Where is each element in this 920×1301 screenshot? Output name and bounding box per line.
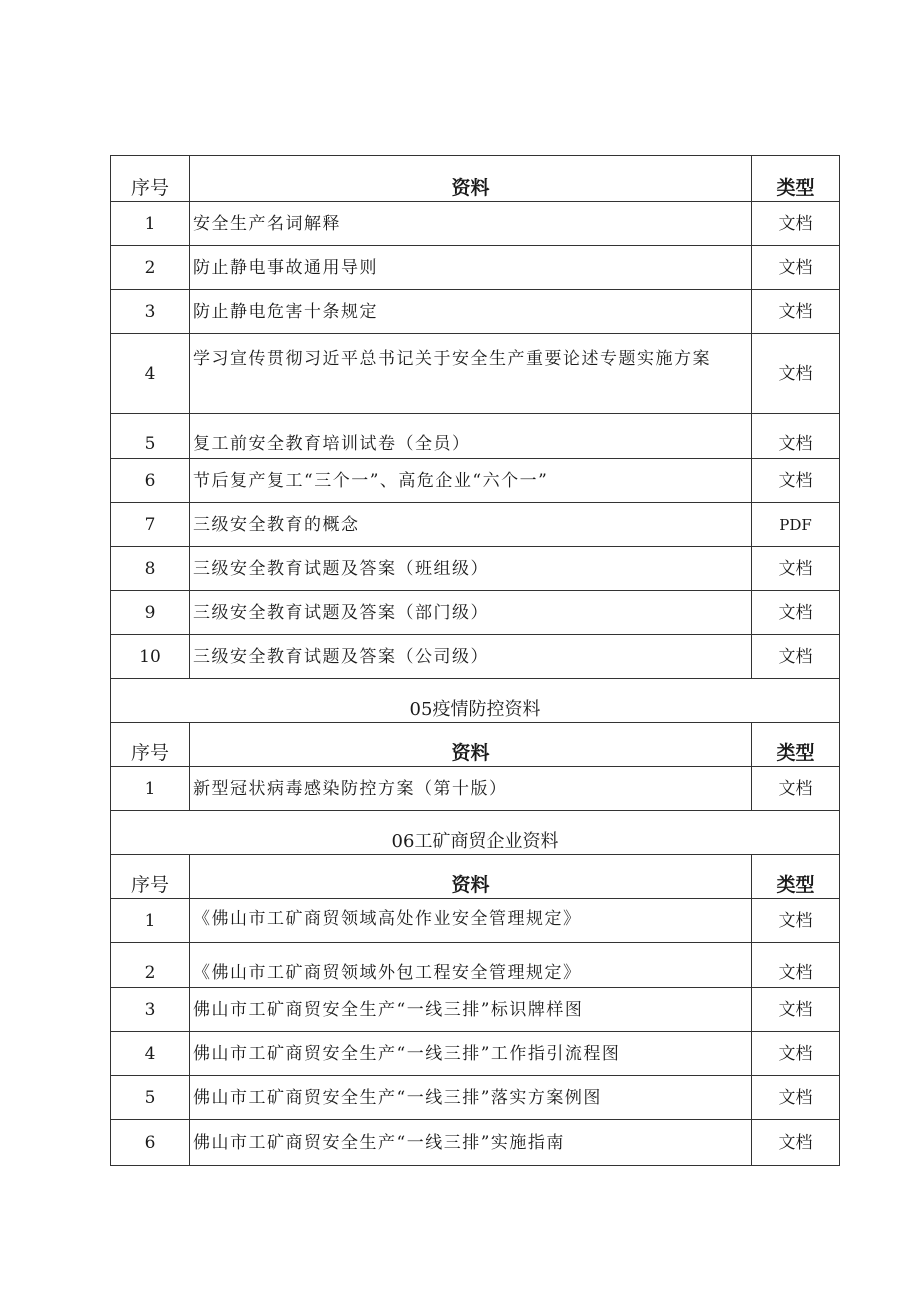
row-number: 5 xyxy=(111,1076,190,1120)
row-number: 1 xyxy=(111,899,190,943)
header-type: 类型 xyxy=(752,855,840,899)
table-row xyxy=(111,414,840,459)
table-row xyxy=(111,591,840,635)
row-type: 文档 xyxy=(752,943,840,988)
row-title: 三级安全教育的概念 xyxy=(190,503,752,547)
section-05-title: 05疫情防控资料 xyxy=(111,679,840,723)
row-type: 文档 xyxy=(752,988,840,1032)
row-title: 新型冠状病毒感染防控方案（第十版） xyxy=(190,767,752,811)
row-number: 10 xyxy=(111,635,190,679)
table-row xyxy=(111,459,840,503)
row-title: 防止静电事故通用导则 xyxy=(190,246,752,290)
row-number: 4 xyxy=(111,1032,190,1076)
row-title: 防止静电危害十条规定 xyxy=(190,290,752,334)
row-type: 文档 xyxy=(752,767,840,811)
row-number: 3 xyxy=(111,290,190,334)
row-title: 佛山市工矿商贸安全生产“一线三排”落实方案例图 xyxy=(190,1076,752,1120)
row-type: 文档 xyxy=(752,591,840,635)
row-title: 《佛山市工矿商贸领域外包工程安全管理规定》 xyxy=(190,943,752,988)
header-type: 类型 xyxy=(752,723,840,767)
table-row xyxy=(111,547,840,591)
row-number: 6 xyxy=(111,1120,190,1166)
header-material: 资料 xyxy=(190,723,752,767)
row-title: 佛山市工矿商贸安全生产“一线三排”工作指引流程图 xyxy=(190,1032,752,1076)
section-title-row xyxy=(111,811,840,855)
row-title: 佛山市工矿商贸安全生产“一线三排”实施指南 xyxy=(190,1120,752,1166)
table-row xyxy=(111,1076,840,1120)
row-number: 3 xyxy=(111,988,190,1032)
row-number: 9 xyxy=(111,591,190,635)
row-type: 文档 xyxy=(752,635,840,679)
row-type: 文档 xyxy=(752,547,840,591)
row-type: 文档 xyxy=(752,290,840,334)
row-type: 文档 xyxy=(752,246,840,290)
table-header-row xyxy=(111,855,840,899)
table-row xyxy=(111,767,840,811)
table-row xyxy=(111,1032,840,1076)
row-title: 三级安全教育试题及答案（公司级） xyxy=(190,635,752,679)
row-type: 文档 xyxy=(752,1120,840,1166)
row-type: 文档 xyxy=(752,899,840,943)
header-material: 资料 xyxy=(190,156,752,202)
row-title: 节后复产复工“三个一”、高危企业“六个一” xyxy=(190,459,752,503)
header-material: 资料 xyxy=(190,855,752,899)
row-number: 1 xyxy=(111,202,190,246)
row-title: 复工前安全教育培训试卷（全员） xyxy=(190,414,752,459)
table-row xyxy=(111,246,840,290)
row-number: 1 xyxy=(111,767,190,811)
table-row xyxy=(111,943,840,988)
row-number: 4 xyxy=(111,334,190,414)
table-header-row xyxy=(111,156,840,202)
header-type: 类型 xyxy=(752,156,840,202)
row-type: 文档 xyxy=(752,334,840,414)
row-type: 文档 xyxy=(752,202,840,246)
row-number: 5 xyxy=(111,414,190,459)
section-title-row xyxy=(111,679,840,723)
table-header-row xyxy=(111,723,840,767)
row-type: 文档 xyxy=(752,459,840,503)
row-title: 三级安全教育试题及答案（部门级） xyxy=(190,591,752,635)
header-serial-number: 序号 xyxy=(111,156,190,202)
table-row xyxy=(111,635,840,679)
header-serial-number: 序号 xyxy=(111,723,190,767)
table-row xyxy=(111,899,840,943)
table-row xyxy=(111,1120,840,1166)
row-number: 2 xyxy=(111,943,190,988)
section-06-title: 06工矿商贸企业资料 xyxy=(111,811,840,855)
table-row xyxy=(111,503,840,547)
row-number: 7 xyxy=(111,503,190,547)
row-number: 2 xyxy=(111,246,190,290)
row-number: 8 xyxy=(111,547,190,591)
table-row xyxy=(111,290,840,334)
row-type: PDF xyxy=(752,503,840,547)
row-title: 佛山市工矿商贸安全生产“一线三排”标识牌样图 xyxy=(190,988,752,1032)
table-row xyxy=(111,202,840,246)
materials-table xyxy=(110,155,840,1166)
table-row xyxy=(111,334,840,414)
row-type: 文档 xyxy=(752,1076,840,1120)
header-serial-number: 序号 xyxy=(111,855,190,899)
row-title: 《佛山市工矿商贸领域高处作业安全管理规定》 xyxy=(190,899,752,943)
row-number: 6 xyxy=(111,459,190,503)
row-title: 安全生产名词解释 xyxy=(190,202,752,246)
row-type: 文档 xyxy=(752,414,840,459)
row-title: 三级安全教育试题及答案（班组级） xyxy=(190,547,752,591)
table-row xyxy=(111,988,840,1032)
row-title: 学习宣传贯彻习近平总书记关于安全生产重要论述专题实施方案 xyxy=(190,334,752,414)
row-type: 文档 xyxy=(752,1032,840,1076)
